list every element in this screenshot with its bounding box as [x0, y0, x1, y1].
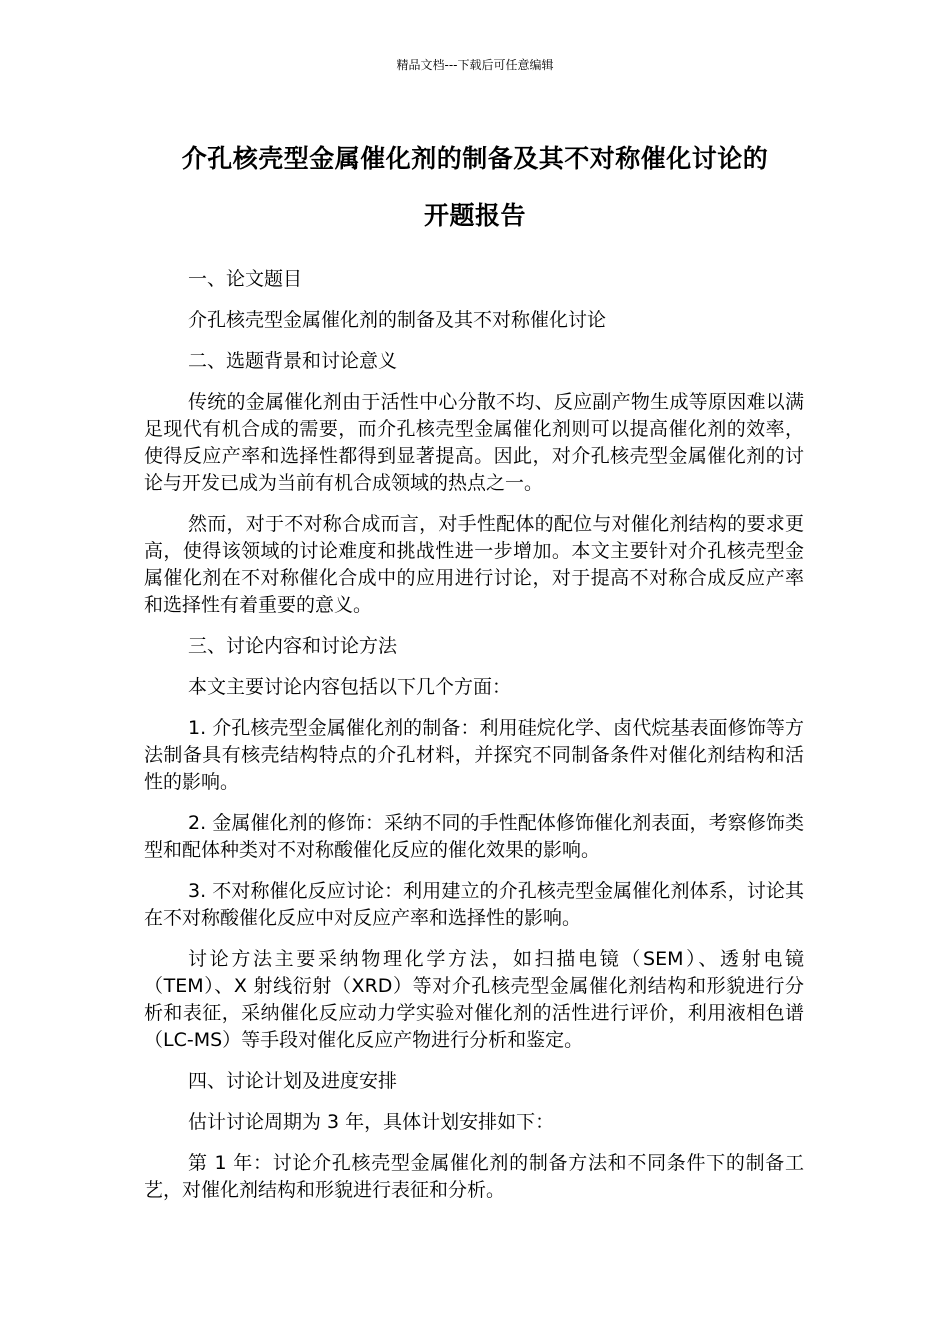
- section-heading-background: 二、选题背景和讨论意义: [188, 350, 398, 372]
- document-body: [144, 266, 804, 1218]
- list-item-preparation: 1. 介孔核壳型金属催化剂的制备：利用硅烷化学、卤代烷基表面修饰等方法制备具有核壳结构特点的介孔材料，并探究不同制备条件对催化剂结构和活性的影响。: [144, 717, 804, 793]
- paragraph-plan-year-1: 第 1 年：讨论介孔核壳型金属催化剂的制备方法和不同条件下的制备工艺，对催化剂结构和形貌进行表征和分析。: [144, 1152, 804, 1201]
- list-item-modification: 2. 金属催化剂的修饰：采纳不同的手性配体修饰催化剂表面，考察修饰类型和配体种类对不对称酸催化反应的催化效果的影响。: [144, 812, 804, 861]
- list-item-asymmetric-catalysis: 3. 不对称催化反应讨论：利用建立的介孔核壳型金属催化剂体系，讨论其在不对称酸催化反应中对反应产率和选择性的影响。: [144, 880, 804, 929]
- title-line-2: 开题报告: [423, 201, 526, 230]
- paragraph-plan-intro: 估计讨论周期为 3 年，具体计划安排如下：: [188, 1111, 555, 1133]
- document-title: [130, 130, 820, 244]
- page-header: 精品文档---下载后可任意编辑: [396, 58, 554, 72]
- section-heading-plan: 四、讨论计划及进度安排: [188, 1070, 398, 1092]
- title-line-1: 介孔核壳型金属催化剂的制备及其不对称催化讨论的: [181, 144, 769, 173]
- paragraph-background-1: 传统的金属催化剂由于活性中心分散不均、反应副产物生成等原因难以满足现代有机合成的需要，而介孔核壳型金属催化剂则可以提高催化剂的效率，使得反应产率和选择性都得到显著提高。因此，对介孔核壳型金属催化剂的讨论与开发已成为当前有机合成领域的热点之一。: [144, 391, 804, 494]
- paragraph-methods: 讨论方法主要采纳物理化学方法，如扫描电镜（SEM）、透射电镜（TEM）、X 射线衍射（XRD）等对介孔核壳型金属催化剂结构和形貌进行分析和表征，采纳催化反应动力学实验对催化剂的活性进行评价，利用液相色谱（LC-MS）等手段对催化反应产物进行分析和鉴定。: [144, 948, 804, 1051]
- paragraph-topic-title: 介孔核壳型金属催化剂的制备及其不对称催化讨论: [188, 309, 607, 331]
- section-heading-topic: 一、论文题目: [188, 268, 303, 290]
- paragraph-content-intro: 本文主要讨论内容包括以下几个方面：: [188, 676, 512, 698]
- section-heading-content-methods: 三、讨论内容和讨论方法: [188, 635, 398, 657]
- paragraph-background-2: 然而，对于不对称合成而言，对手性配体的配位与对催化剂结构的要求更高，使得该领域的讨论难度和挑战性进一步增加。本文主要针对介孔核壳型金属催化剂在不对称催化合成中的应用进行讨论，对于提高不对称合成反应产率和选择性有着重要的意义。: [144, 513, 804, 616]
